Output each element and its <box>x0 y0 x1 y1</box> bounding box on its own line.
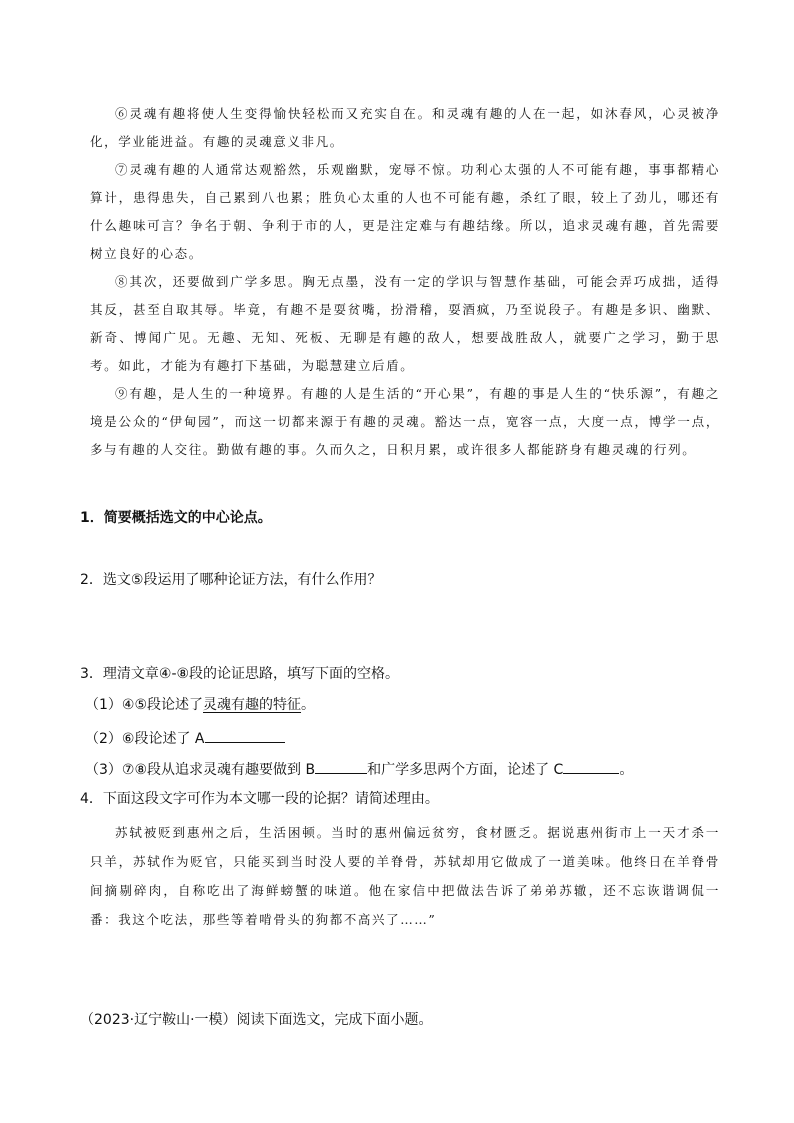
question-2: 2．选文⑤段运用了哪种论证方法，有什么作用？ <box>80 572 382 588</box>
question-3-part-3 <box>85 758 633 780</box>
answer-blank-c[interactable] <box>563 758 619 774</box>
question-4-stem: 4．下面这段文字可作为本文哪一段的论据？请简述理由。 <box>80 791 439 807</box>
passage-paragraph-9: ⑨有趣，是人生的一种境界。有趣的人是生活的“开心果”，有趣的事是人生的“快乐源”，有趣之境是公众的“伊甸园”，而这一切都来源于有趣的灵魂。豁达一点，宽容一点，大度一点，博学一点，多与有趣的人交往。勤做有趣的事。久而久之，日积月累，或许很多人都能跻身有趣灵魂的行列。 <box>90 386 720 457</box>
question-3-part-1 <box>85 695 315 715</box>
question-3-part-3-prefix: （3）⑦⑧段从追求灵魂有趣要做到 B <box>85 762 316 778</box>
answer-blank-b[interactable] <box>315 758 367 774</box>
question-3-part-1-answer: 灵魂有趣的特征 <box>203 697 302 713</box>
passage-paragraph-8: ⑧其次，还要做到广学多思。胸无点墨，没有一定的学识与智慧作基础，可能会弄巧成拙，适得其反，甚至自取其辱。毕竟，有趣不是耍贫嘴，扮滑稽，耍酒疯，乃至说段子。有趣是多识、幽默、新奇、博闻广见。无趣、无知、死板、无聊是有趣的敌人，想要战胜敌人，就要广之学习，勤于思考。如此，才能为有趣打下基础，为聪慧建立后盾。 <box>90 274 720 373</box>
passage-paragraph-7: ⑦灵魂有趣的人通常达观豁然，乐观幽默，宠辱不惊。功利心太强的人不可能有趣，事事都精心算计，患得患失，自己累到八也累；胜负心太重的人也不可能有趣，杀红了眼，较上了劲儿，哪还有什么趣味可言？争名于朝、争利于市的人，更是注定难与有趣结缘。所以，追求灵魂有趣，首先需要树立良好的心态。 <box>90 162 720 261</box>
question-3-stem: 3．理清文章④-⑧段的论证思路，填写下面的空格。 <box>80 666 400 682</box>
passage-paragraph-6: ⑥灵魂有趣将使人生变得愉快轻松而又充实自在。和灵魂有趣的人在一起，如沐春风，心灵被净化，学业能进益。有趣的灵魂意义非凡。 <box>90 106 720 149</box>
question-3-part-2 <box>85 727 285 749</box>
question-4-material: 苏轼被贬到惠州之后，生活困顿。当时的惠州偏远贫穷，食材匮乏。据说惠州街市上一天才杀一只羊，苏轼作为贬官，只能买到当时没人要的羊脊骨，苏轼却用它做成了一道美味。他终日在羊脊骨间摘剔碎肉，自称吃出了海鲜螃蟹的味道。他在家信中把做法告诉了弟弟苏辙，还不忘诙谐调侃一番：我这个吃法，那些等着啃骨头的狗都不高兴了……” <box>90 825 720 927</box>
question-3-part-3-suffix: 。 <box>619 762 634 778</box>
question-3-part-3-middle: 和广学多思两个方面，论述了 C <box>367 762 564 778</box>
question-3-part-1-prefix: （1）④⑤段论述了 <box>85 697 204 713</box>
question-1: 1．简要概括选文的中心论点。 <box>80 510 272 526</box>
exam-source-note: （2023·辽宁鞍山·一模）阅读下面选文，完成下面小题。 <box>80 1012 433 1028</box>
answer-blank-a[interactable] <box>205 727 285 743</box>
question-3-part-1-suffix: 。 <box>301 697 316 713</box>
question-3-part-2-prefix: （2）⑥段论述了 A <box>85 731 205 747</box>
reading-passage <box>90 100 720 464</box>
